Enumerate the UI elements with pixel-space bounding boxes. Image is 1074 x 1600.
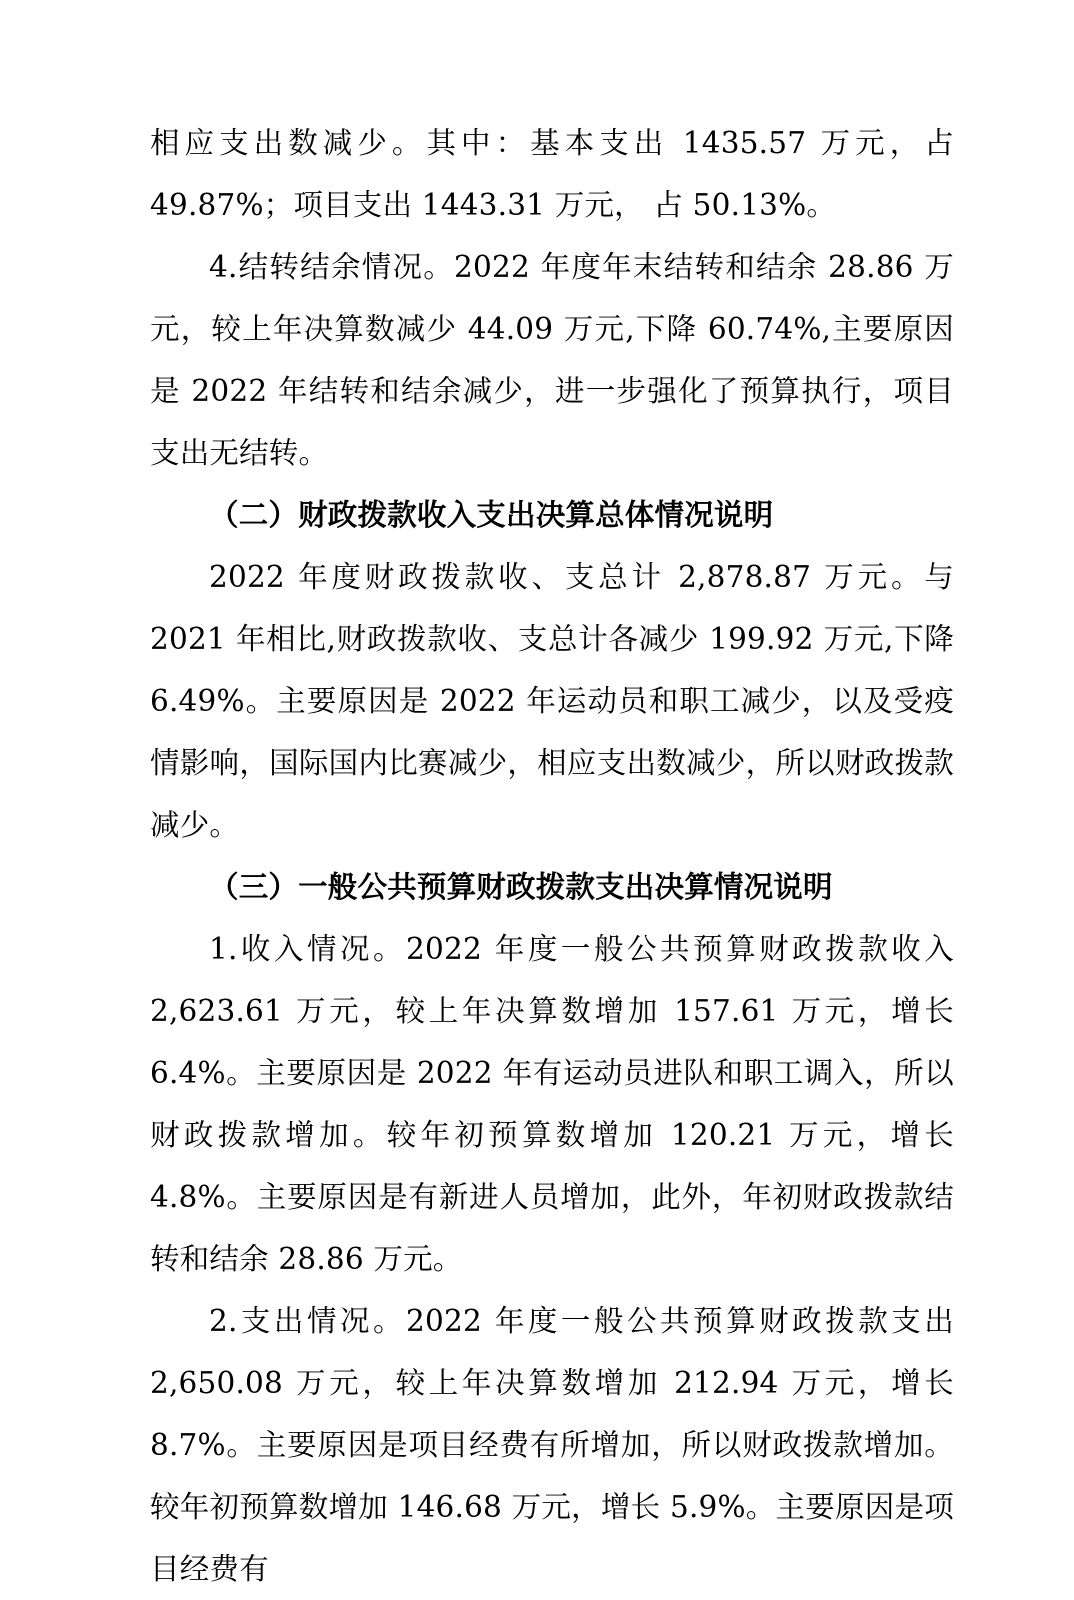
paragraph-expenditure-situation: 2.支出情况。2022 年度一般公共预算财政拨款支出 2,650.08 万元，较上年决算数增加 212.94 万元，增长 8.7%。主要原因是项目经费有所增加，所以财政拨款增加。较年初预算数增加 146.68 万元，增长 5.9%。主要原因是项目经费有: [150, 1304, 954, 1586]
paragraph-income-situation: 1.收入情况。2022 年度一般公共预算财政拨款收入 2,623.61 万元，较上年决算数增加 157.61 万元，增长 6.4%。主要原因是 2022 年有运动员进队和职工调入，所以财政拨款增加。较年初预算数增加 120.21 万元，增长 4.8%。主要原因是有新进人员增加，此外，年初财政拨款结转和结余 28.86 万元。: [150, 932, 954, 1276]
paragraph-section-two-body: 2022 年度财政拨款收、支总计 2,878.87 万元。与 2021 年相比,财政拨款收、支总计各减少 199.92 万元,下降 6.49%。主要原因是 2022 年运动员和职工减少，以及受疫情影响，国际国内比赛减少，相应支出数减少，所以财政拨款减少。: [150, 560, 954, 842]
document-body: [150, 112, 954, 1600]
paragraph-carryover-balance: 4.结转结余情况。2022 年度年末结转和结余 28.86 万元，较上年决算数减少 44.09 万元,下降 60.74%,主要原因是 2022 年结转和结余减少，进一步强化了预算执行，项目支出无结转。: [150, 250, 954, 470]
paragraph-basic-project-expenditure: 相应支出数减少。其中：基本支出 1435.57 万元，占 49.87%；项目支出 1443.31 万元， 占 50.13%。: [150, 126, 954, 222]
heading-section-two: （二）财政拨款收入支出决算总体情况说明: [209, 497, 774, 532]
heading-section-three: （三）一般公共预算财政拨款支出决算情况说明: [209, 869, 833, 904]
